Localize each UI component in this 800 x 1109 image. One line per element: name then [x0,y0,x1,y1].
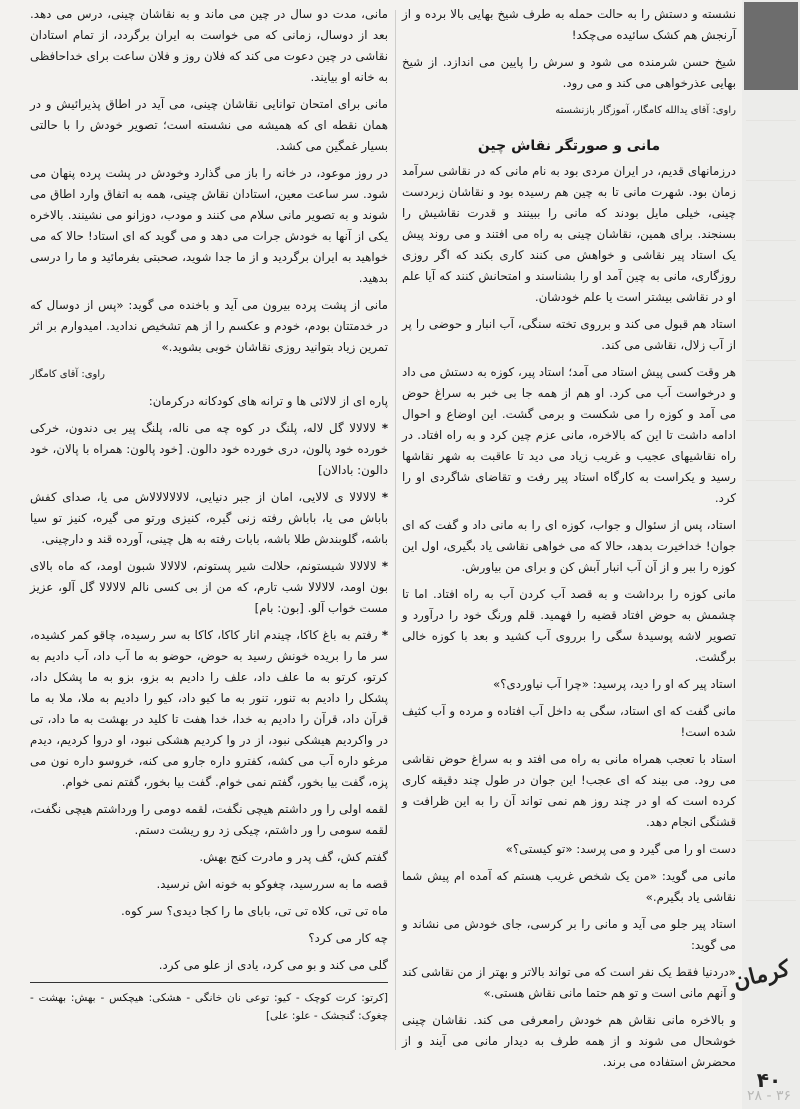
verse-text: رفتم به باغ کاکا، چیندم انار کاکا، کاکا به سر رسیده، چاقو کمر کشیده، سر ما را بریده خونش رسید به حوض، حوضو به ما آب داد، آب دادیم به کرتو، کرتو به ما علف داد، علف را دادیم به بزو، بزو به ما پشکل داد، پشکل را دادیم به تنور، تنور به ما کیو داد، کیو را دادیم به ملا، ملا به ما قرآن داد، قرآن را دادیم به خدا، خدا هفت تا کلید در بهشت به ما داد، تی در واکردیم هیشکی نبود، از در وا کردیم هشکی نبود، او دروا کردیم، دیدم مرغو داره آب می کشه، کفترو داره جارو می کنه، خروسو داره نون می پزه، گفت بیا بخور، گفتم نمی خوام. گفت بیا بخور، گفتم نمی خوام. [30,628,388,789]
narrator-credit: راوی: آقای یدالله کامگار، آموزگار بازنشسته [555,105,736,116]
story-paragraph: مانی گفت که ای استاد، سگی به داخل آب افتاده و مرده و آب کثیف شده است! [402,704,736,739]
story-title: مانی و صورتگر نقاش چین [477,138,661,154]
footnote: [کرتو: کرت کوچک - کیو: توعی نان خانگی - هشکی: هیچکس - بهش: بهشت - چغوک: گنجشک - علو: علی] [30,992,388,1022]
page-number: ۴۰ [756,1068,782,1092]
verse-line: چه کار می کرد؟ [308,931,388,945]
page-number-ghost: ۳۶ - ۲۸ [746,1088,792,1104]
column-divider [395,10,396,1050]
verse [30,556,388,619]
footnote-rule [30,982,388,983]
story-paragraph: مانی، مدت دو سال در چین می ماند و به نقاشان چینی، درس می دهد. بعد از دوسال، زمانی که می خواست به ایران برگردد، از تمام استادان نقاشی در چین دعوت می کند که فلان روز و فلان ساعت برای خداحافظی به خانه او بیایند. [30,7,388,84]
verse [30,625,388,793]
story-paragraph: «دردنیا فقط یک نفر است که می تواند بالاتر و بهتر از من نقاشی کند و آنهم مانی است و تو هم حتما مانی نقاش هستی.» [402,965,736,1000]
verse-line: لقمه اولی را ور داشتم هیچی نگفت، لقمه دومی را ورداشتم هیچی نگفت، لقمه سومی را ور داشتم، چیکی زد رو ریشت دستم. [30,802,388,837]
verse-text: لالالالا شیستونم، حلالت شیر پستونم، لالالالا شبون اومد، که ماه بالای بون اومد، لالالالا شب تارم، که من از بی کسی نالم لالالالا گل آلو، عزیز مست خواب آلو. [بون: بام] [30,559,388,615]
story-paragraph: استاد با تعجب همراه مانی به راه می افتد و به سراغ حوض نقاشی می رود. می بیند که ای عجب! این جوان در طول چند دقیقه کاری کرده است که او در چند روز هم نمی تواند آن را به این ظرافت و قشنگی انجام دهد. [402,752,736,829]
sidebar-header-block [744,2,798,90]
story-paragraph: مانی برای امتحان توانایی نقاشان چینی، می آید در اطاق پذیرائیش و در همان نقطه ای که همیشه می نشسته است؛ تصویر خودش را با حالتی بسیار غمگین می کشد. [30,97,388,153]
story-paragraph: درزمانهای قدیم، در ایران مردی بود به نام مانی که در نقاشی سرآمد زمان بود. شهرت مانی تا به چین هم رسیده بود و نقاشان زبردست چینی، خیلی مایل بودند که مانی را ببینند و قدرت نقاشیش را بسنجند. برای همین، نقاشان چینی به راه می افتند و می روند پیش یک استاد پیر نقاشی و خواهش می کنند کاری بکند که اگر روزی روزگاری، مانی به چین آمد او را بشناسند و امتحانش کنند که آیا علم او در نقاشی بیشتر است یا علم خودشان. [402,164,736,304]
bullet-icon: * [381,421,389,435]
intro-paragraph: نشسته و دستش را به حالت حمله به طرف شیخ بهایی بالا برده و از آرنجش هم کشک سائیده می‌چکد! [402,7,736,42]
verse-line: ماه تی تی، کلاه تی تی، بابای ما را کجا دیدی؟ سر کوه. [121,904,388,918]
verse-text: لالالالا گل لاله، پلنگ در کوه چه می ناله، پلنگ پیر بی دندون، خرکی خورده خود پالون، دری خورده خود دالون. [خود پالون: همراه با پالان، خود دالون: بادالان] [30,421,388,477]
verse-text: لالالالا ی لالایی، امان از جبر دنیایی، لالالالالالاش می یا، صدای کفش باباش می یا، باباش رفته زنی گیره، کنیزی ورتو می گیره، کنیز تو سیا باشه، گلوبندش طلا باشه، بابات رفته به هل چینی، آورده قند و دارچینی. [30,490,388,546]
verse [30,418,388,481]
verse-line: قصه ما به سررسید، چغوکو به خونه اش نرسید. [156,877,388,891]
intro-paragraph-2: شیخ حسن شرمنده می شود و سرش را پایین می اندازد. از شیخ بهایی عذرخواهی می کند و می رود. [402,55,736,90]
verse-line: گفتم کش، گف پدر و مادرت کنج بهش. [199,850,388,864]
story-paragraph: در روز موعود، در خانه را باز می گذارد وخودش در پشت پرده پنهان می شود. سر ساعت معین، استادان نقاش چینی، همه به اتفاق وارد اطاق می شوند و به تصویر مانی سلام می کنند و مودب، دوزانو می نشینند. بالاخره یکی از آنها به خودش جرات می دهد و می گوید که ای استاد! حالا که می خواهید به ایران برگردید و از ما جدا شوید، صحبتی بفرمائید و ما را درسی بدهید. [30,166,388,285]
story-paragraph: استاد هم قبول می کند و برروی تخته سنگی، آب انبار و حوضی را پر از آب زلال، نقاشی می کند. [402,317,736,352]
magazine-logo: کرمان [730,955,793,995]
story-paragraph: استاد، پس از سئوال و جواب، کوزه ای را به مانی داد و گفت که ای جوان! خداخیرت بدهد، حالا که می خواهی نقاشی یاد بگیری، اول این کوزه را ببر و از آن آب انبار آبش کن و برای من بیاورش. [402,518,736,574]
story-paragraph: هر وقت کسی پیش استاد می آمد؛ استاد پیر، کوزه به دستش می داد و درخواست آب می کرد. او هم از همه جا بی خبر به سراغ حوض می آمد و کوزه را می شکست و برمی گشت. این اوضاع و احوال ادامه داشت تا این که بالاخره، مانی عزم چین کرد و به راه افتاد. در راه نقاشیهای عجیب و غریب زیاد می دید تا عاقبت به شهر نقاشها رسید و یکراست به کارگاه استاد پیر رفت و تقاضای شاگردی او را کرد. [402,365,736,505]
story-paragraph: استاد پیر جلو می آید و مانی را بر کرسی، جای خودش می نشاند و می گوید: [402,917,736,952]
story-paragraph: مانی از پشت پرده بیرون می آید و باخنده می گوید: «پس از دوسال که در خدمتتان بودم، خودم و عکسم را از هم تشخیص ندادید. امیدوارم بر اثر تمرین زیاد بتوانید روزی نقاشان خوبی بشوید.» [30,298,388,354]
verse-line: گلی می کند و بو می کرد، یادی از علو می کرد. [158,958,388,972]
story-paragraph: مانی کوزه را برداشت و به قصد آب کردن آب به راه افتاد. اما تا چشمش به حوض افتاد قضیه را فهمید. قلم ورنگ خود را درآورد و تصویر لاشه پوسیده‌ٔ سگی را برروی آب کشید و بعد با کوزه خالی برگشت. [402,587,736,664]
verse [30,487,388,550]
story-paragraph: مانی می گوید: «من یک شخص غریب هستم که آمده ام پیش شما نقاشی یاد بگیرم.» [402,869,736,904]
bullet-icon: * [381,490,389,504]
narrator-credit: راوی: آقای کامگار [30,369,105,380]
story-paragraph: استاد پیر که او را دید، پرسید: «چرا آب نیاوردی؟» [493,677,736,691]
lullaby-intro: پاره ای از لالائی ها و ترانه های کودکانه درکرمان: [148,394,388,408]
sidebar-strip [730,0,800,1109]
bullet-icon: * [381,559,388,573]
left-column [30,4,388,1031]
right-column [402,4,736,1079]
bullet-icon: * [381,628,388,642]
story-paragraph: و بالاخره مانی نقاش هم خودش رامعرفی می کند. نقاشان چینی خوشحال می شوند و از همه طرف به دیدار مانی می آیند و از محضرش استفاده می برند. [402,1013,736,1069]
story-paragraph: دست او را می گیرد و می پرسد: «تو کیستی؟» [505,842,736,856]
